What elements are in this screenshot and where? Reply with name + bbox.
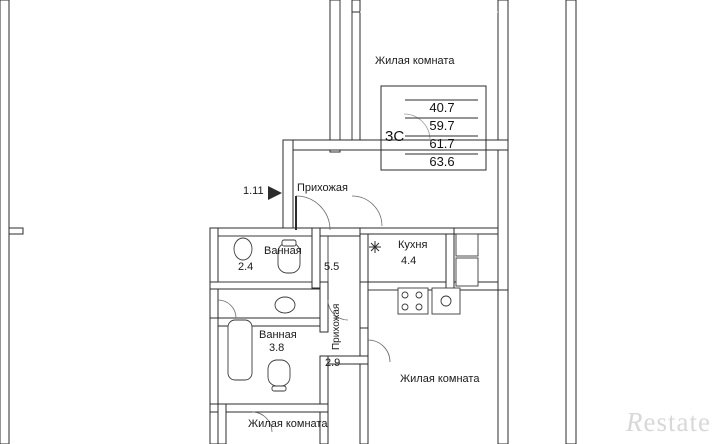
room-area-corridor: 5.5 <box>324 261 340 273</box>
watermark-initial: R <box>626 407 644 437</box>
room-label-living-room-top: Жилая комната <box>375 55 455 67</box>
room-label-living-room-bottom-right: Жилая комната <box>400 373 480 385</box>
room-label-living-room-bottom-left: Жилая комната <box>248 418 328 430</box>
spec-value-2: 59.7 <box>429 118 455 133</box>
room-area-hallway-lower: 2.9 <box>325 357 341 369</box>
watermark <box>626 407 711 438</box>
watermark-text: estate <box>643 407 711 437</box>
room-label-bathroom-upper: Ванная <box>264 245 302 257</box>
room-label-hallway-top: Прихожая <box>297 182 348 194</box>
apartment-type-label: 3С <box>385 128 405 145</box>
room-label-bathroom-lower: Ванная <box>259 329 297 341</box>
spec-value-1: 40.7 <box>429 100 455 115</box>
room-area-bathroom-upper: 2.4 <box>238 261 254 273</box>
spec-value-3: 61.7 <box>429 136 455 151</box>
door-width-marker: 1.11 <box>243 185 264 197</box>
room-area-bathroom-lower: 3.8 <box>269 342 285 354</box>
room-label-kitchen: Кухня <box>398 239 428 251</box>
room-area-kitchen: 4.4 <box>401 255 417 267</box>
spec-value-4: 63.6 <box>429 154 455 169</box>
room-label-hallway-lower: Прихожая <box>331 303 342 350</box>
